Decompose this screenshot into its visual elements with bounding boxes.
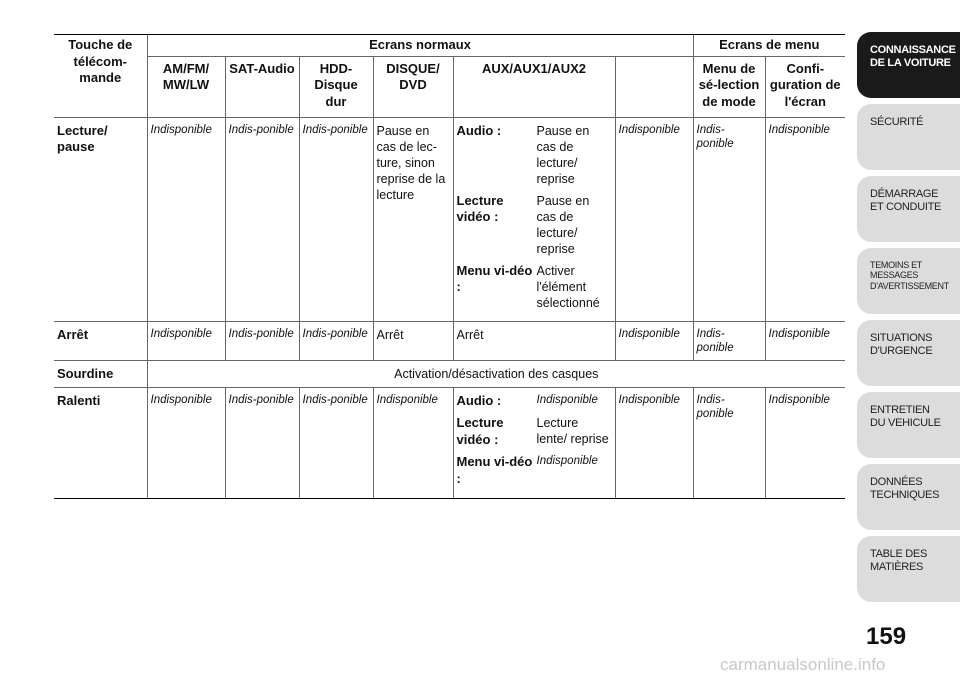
cell: Indis-ponible — [299, 387, 373, 498]
aux-menu-value: Activer l'élément sélectionné — [536, 263, 600, 310]
tab-securite[interactable]: SÉCURITÉ — [857, 104, 960, 170]
aux-menu-value: Indisponible — [536, 455, 598, 468]
tab-situations-urgence[interactable]: SITUATIONS D'URGENCE — [857, 320, 960, 386]
header-disque: DISQUE/ DVD — [373, 56, 453, 117]
cell-sourdine: Activation/désactivation des casques — [147, 360, 845, 387]
header-hdd: HDD-Disque dur — [299, 56, 373, 117]
aux-audio-value: Pause en cas de lecture/ reprise — [536, 123, 590, 186]
cell-aux — [453, 387, 615, 498]
cell: Pause en cas de lec-ture, sinon reprise de la lecture — [373, 117, 453, 321]
cell: Indis-ponible — [225, 387, 299, 498]
page-number: 159 — [866, 623, 907, 650]
tab-table-matieres[interactable]: TABLE DES MATIÈRES — [857, 536, 960, 602]
header-aux-blank — [615, 56, 693, 117]
cell: Indis-ponible — [693, 321, 765, 360]
cell: Indisponible — [765, 387, 845, 498]
table-row — [54, 387, 845, 498]
tab-connaissance-voiture[interactable]: CONNAISSANCE DE LA VOITURE — [857, 32, 960, 98]
row-label-ralenti: Ralenti — [54, 387, 147, 498]
aux-video-key: Lecture vidéo : — [456, 415, 504, 447]
cell: Indis-ponible — [299, 321, 373, 360]
cell: Indisponible — [147, 321, 225, 360]
cell: Indisponible — [147, 117, 225, 321]
header-aux: AUX/AUX1/AUX2 — [453, 56, 615, 117]
aux-audio-value: Indisponible — [536, 393, 598, 406]
header-amfm: AM/FM/ MW/LW — [147, 56, 225, 117]
cell: Indisponible — [765, 117, 845, 321]
row-label-arret: Arrêt — [54, 321, 147, 360]
header-menu-screens: Ecrans de menu — [693, 35, 845, 57]
remote-control-table — [54, 34, 845, 499]
aux-menu-key: Menu vi-déo : — [456, 262, 533, 295]
cell: Indisponible — [765, 321, 845, 360]
aux-video-value: Pause en cas de lecture/ reprise — [536, 193, 590, 256]
aux-video-value: Lecture lente/ reprise — [536, 416, 609, 447]
aux-audio-key: Audio : — [456, 392, 502, 408]
tab-demarrage-conduite[interactable]: DÉMARRAGE ET CONDUITE — [857, 176, 960, 242]
table-row — [54, 360, 845, 387]
cell: Indisponible — [147, 387, 225, 498]
watermark: carmanualsonline.info — [720, 655, 886, 674]
header-screen-config: Confi-guration de l'écran — [765, 56, 845, 117]
tab-temoins-messages[interactable]: TEMOINS ET MESSAGES D'AVERTISSEMENT — [857, 248, 960, 314]
header-menu-selection: Menu de sé-lection de mode — [693, 56, 765, 117]
cell: Indis-ponible — [225, 117, 299, 321]
table-row — [54, 321, 845, 360]
cell: Indisponible — [373, 387, 453, 498]
cell: Arrêt — [373, 321, 453, 360]
cell: Indis-ponible — [299, 117, 373, 321]
tab-donnees-techniques[interactable]: DONNÉES TECHNIQUES — [857, 464, 960, 530]
row-label-lecture: Lecture/ pause — [54, 117, 147, 321]
cell: Indis-ponible — [693, 117, 765, 321]
chapter-tabs — [857, 32, 960, 608]
tab-entretien-vehicule[interactable]: ENTRETIEN DU VEHICULE — [857, 392, 960, 458]
aux-menu-key: Menu vi-déo : — [456, 454, 533, 487]
cell: Indis-ponible — [225, 321, 299, 360]
cell: Indis-ponible — [693, 387, 765, 498]
header-normal-screens: Ecrans normaux — [147, 35, 693, 57]
row-label-sourdine: Sourdine — [54, 360, 147, 387]
cell: Indisponible — [615, 321, 693, 360]
aux-audio-key: Audio : — [456, 122, 502, 138]
header-sat: SAT-Audio — [225, 56, 299, 117]
table-row — [54, 117, 845, 321]
cell: Indisponible — [615, 117, 693, 321]
aux-video-key: Lecture vidéo : — [456, 192, 504, 225]
cell-aux — [453, 117, 615, 321]
cell: Indisponible — [615, 387, 693, 498]
cell: Arrêt — [453, 321, 615, 360]
header-remote-key: Touche de télécom-mande — [54, 35, 147, 118]
